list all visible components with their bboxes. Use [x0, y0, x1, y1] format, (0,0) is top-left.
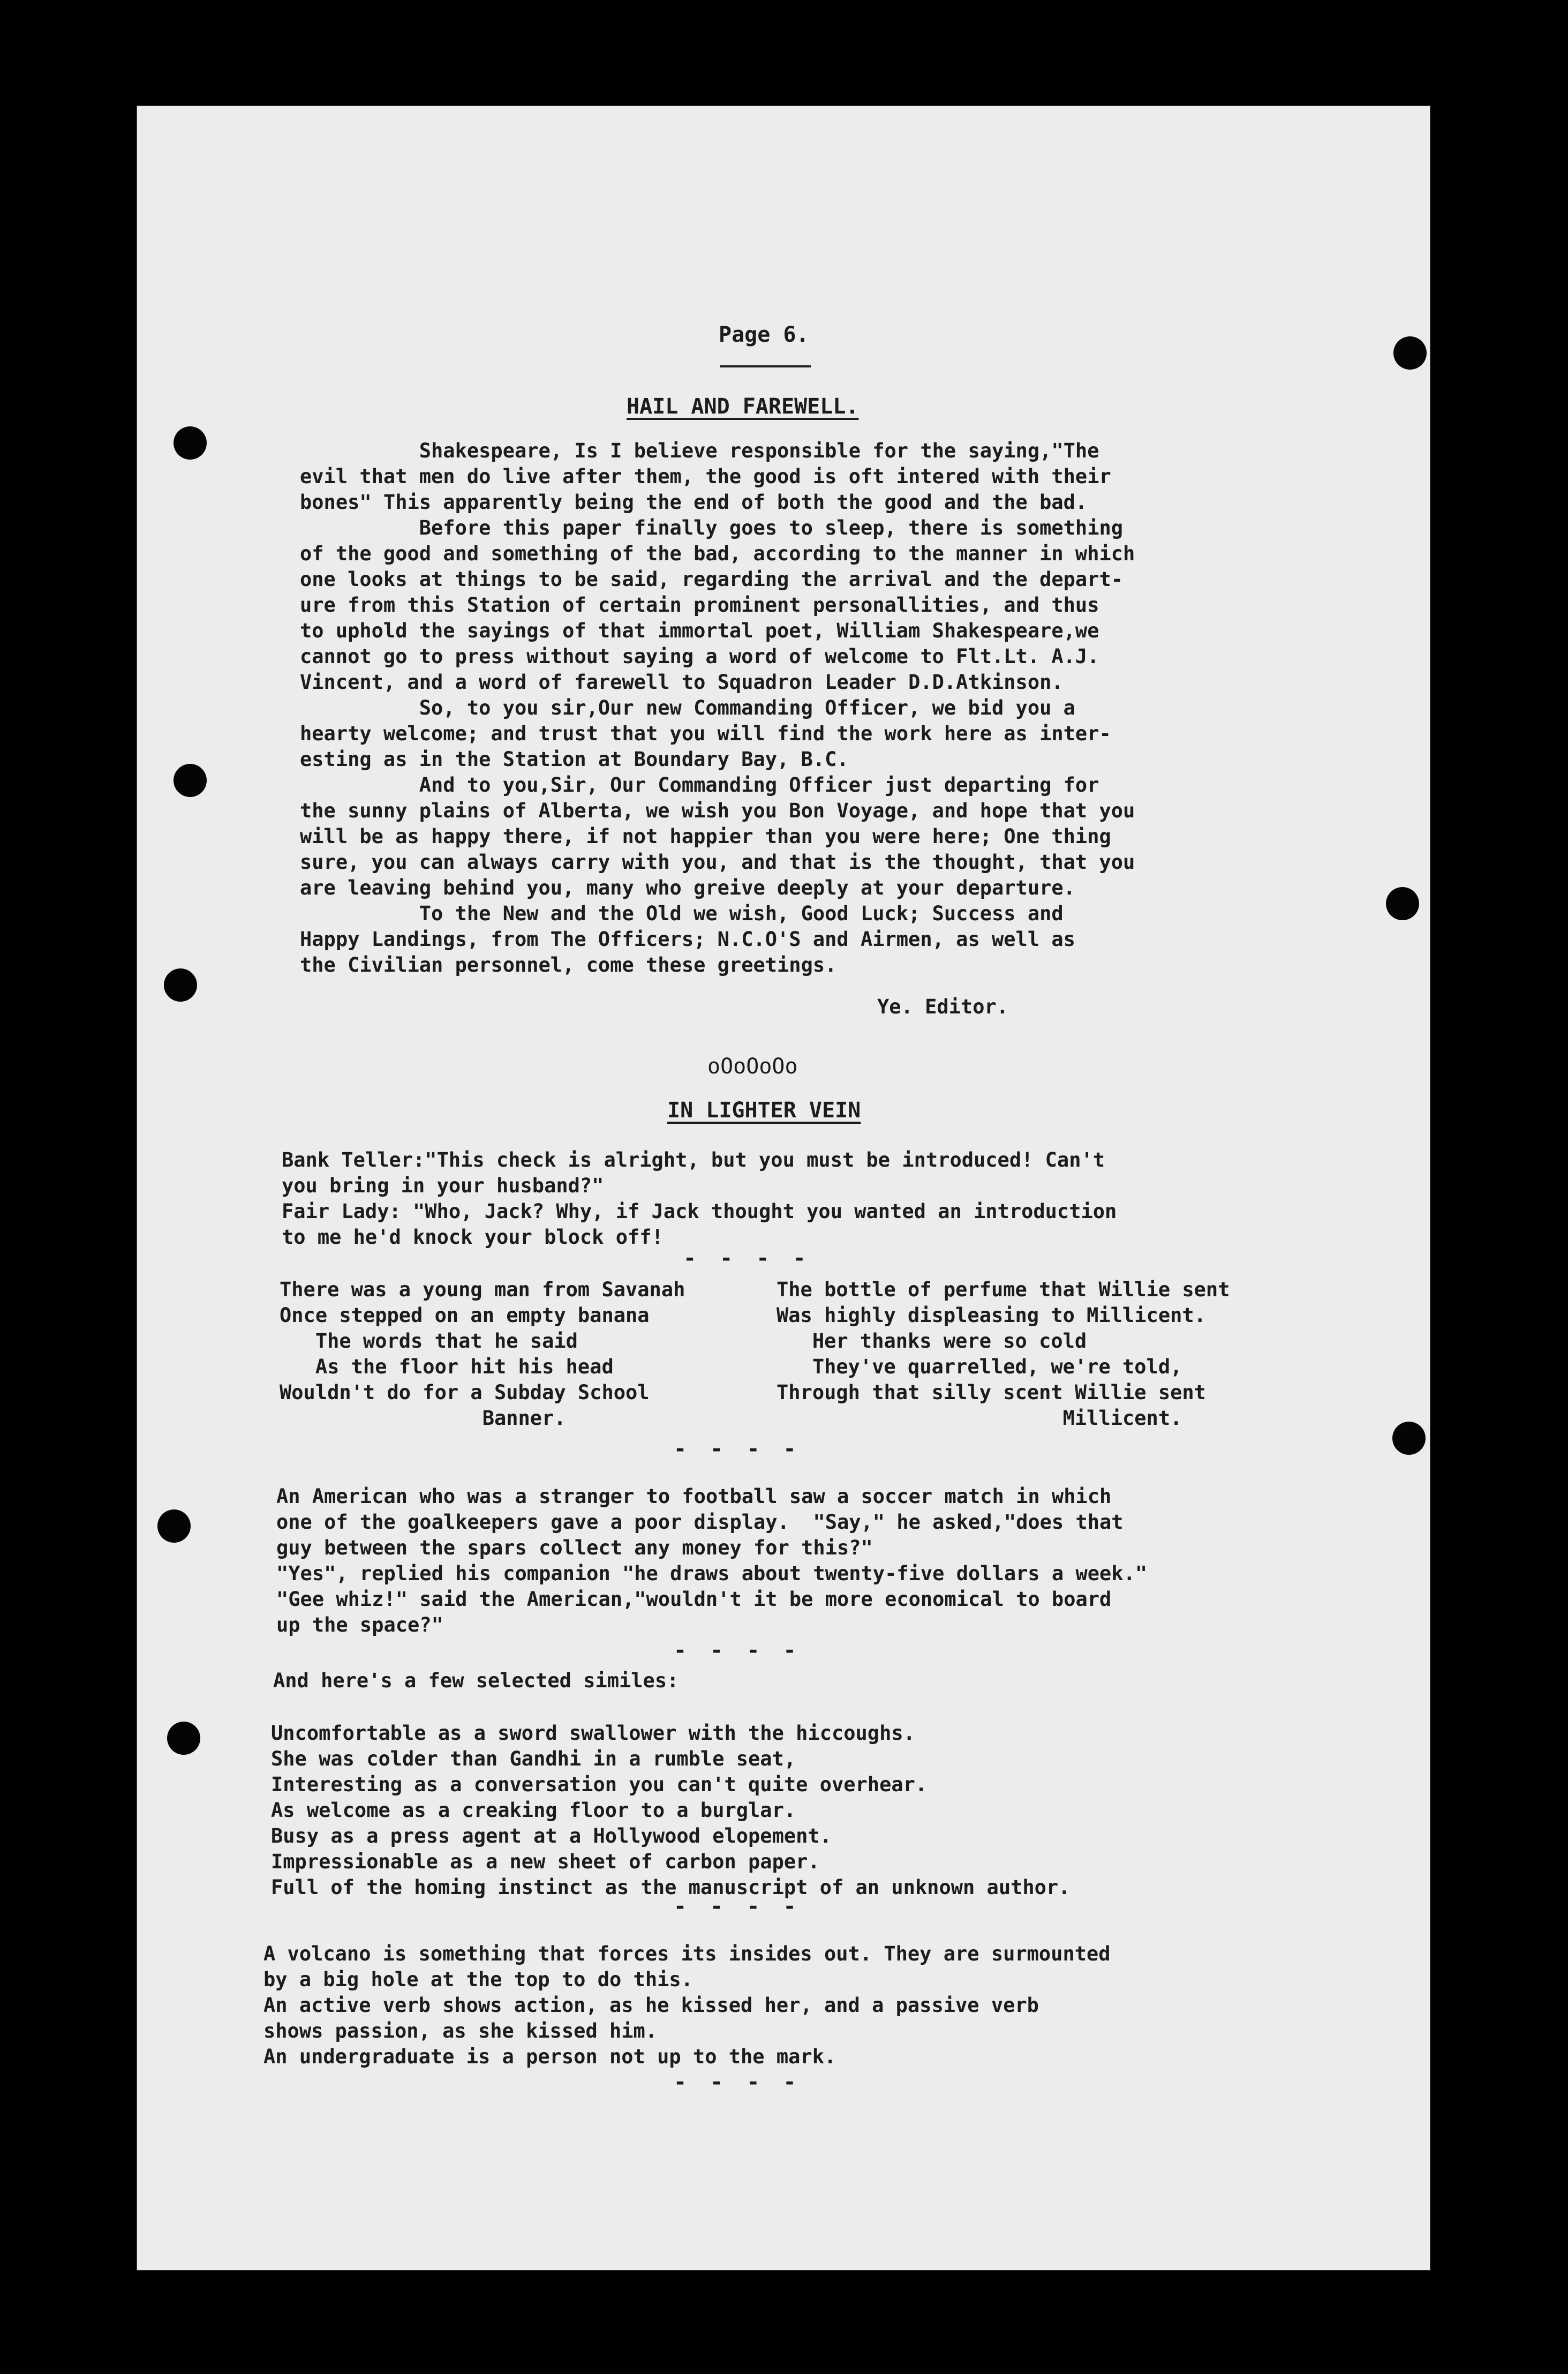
editor-signature: Ye. Editor.	[877, 995, 1009, 1018]
simile-line: Uncomfortable as a sword swallower with the hiccoughs.	[271, 1722, 915, 1745]
text-line: bones" This apparently being the end of both the good and the bad.	[300, 491, 1088, 514]
similes-intro: And here's a few selected similes:	[273, 1669, 679, 1692]
text-line: "Gee whiz!" said the American,"wouldn't it be more economical to board	[276, 1588, 1112, 1611]
typed-page	[136, 105, 1431, 2271]
punch-hole	[1393, 336, 1427, 370]
text-line: to me he'd knock your block off!	[282, 1226, 664, 1249]
punch-hole	[1386, 887, 1419, 920]
section-separator: - - - -	[674, 2070, 802, 2094]
section-separator: - - - -	[674, 1894, 802, 1919]
verse-line: Wouldn't do for a Subday School	[280, 1381, 650, 1404]
text-line: to uphold the sayings of that immortal poet, William Shakespeare,we	[300, 619, 1099, 642]
text-line: An American who was a stranger to football saw a soccer match in which	[276, 1485, 1112, 1508]
text-line: Bank Teller:"This check is alright, but you must be introduced! Can't	[282, 1148, 1105, 1171]
verse-line: There was a young man from Savanah	[280, 1278, 685, 1301]
text-line: Vincent, and a word of farewell to Squadron Leader D.D.Atkinson.	[300, 671, 1064, 694]
page-number: Page 6.	[719, 322, 809, 347]
simile-line: Impressionable as a new sheet of carbon paper.	[271, 1850, 820, 1873]
text-line: Before this paper finally goes to sleep, there is something	[300, 516, 1124, 539]
text-line: Shakespeare, Is I believe responsible for the saying,"The	[300, 439, 1099, 462]
verse-line: The words that he said	[280, 1329, 578, 1353]
verse-line: As the floor hit his head	[280, 1355, 614, 1378]
text-line: ure from this Station of certain prominent personallities, and thus	[300, 594, 1099, 617]
text-line: hearty welcome; and trust that you will find the work here as inter-	[300, 722, 1111, 745]
section-separator: - - - -	[674, 1437, 802, 1461]
text-line: by a big hole at the top to do this.	[263, 1968, 693, 1991]
punch-hole	[157, 1509, 191, 1543]
simile-line: Full of the homing instinct as the manuscript of an unknown author.	[271, 1876, 1071, 1899]
verse-line: Millicent.	[777, 1407, 1182, 1430]
bank-teller-joke	[282, 1147, 1117, 1250]
text-line: sure, you can always carry with you, and that is the thought, that you	[300, 851, 1135, 874]
text-line: esting as in the Station at Boundary Bay, B.C.	[300, 748, 849, 771]
text-line: evil that men do live after them, the good is oft intered with their	[300, 465, 1111, 488]
limerick-millicent	[777, 1277, 1230, 1431]
divider-ornament: oOoOoOo	[707, 1054, 798, 1079]
text-line: shows passion, as she kissed him.	[263, 2019, 658, 2042]
section-separator: - - - -	[683, 1246, 811, 1271]
text-line: To the New and the Old we wish, Good Luck; Success and	[300, 902, 1064, 925]
text-line: you bring in your husband?"	[282, 1174, 604, 1197]
text-line: A volcano is something that forces its insides out. They are surmounted	[263, 1942, 1111, 1965]
text-line: of the good and something of the bad, according to the manner in which	[300, 542, 1135, 565]
text-line: Happy Landings, from The Officers; N.C.O'S and Airmen, as well as	[300, 928, 1075, 951]
section-separator: - - - -	[674, 1638, 802, 1663]
simile-line: Busy as a press agent at a Hollywood elopement.	[271, 1824, 832, 1847]
similes-list	[271, 1721, 1070, 1900]
verse-line: Through that silly scent Willie sent	[777, 1381, 1206, 1404]
page-number-rule	[720, 365, 811, 367]
text-line: are leaving behind you, many who greive deeply at your departure.	[300, 876, 1075, 899]
text-line: guy between the spars collect any money for this?"	[276, 1536, 873, 1559]
simile-line: Interesting as a conversation you can't quite overhear.	[271, 1773, 928, 1796]
text-line: one of the goalkeepers gave a poor display. "Say," he asked,"does that	[276, 1511, 1124, 1534]
text-line: one looks at things to be said, regarding the arrival and the depart-	[300, 568, 1124, 591]
punch-hole	[1392, 1422, 1426, 1455]
text-line: the Civilian personnel, come these greetings.	[300, 953, 837, 976]
verse-line: Her thanks were so cold	[777, 1329, 1087, 1353]
punch-hole	[167, 1722, 200, 1755]
punch-hole	[164, 968, 197, 1002]
verse-line: They've quarrelled, we're told,	[777, 1355, 1182, 1378]
simile-line: She was colder than Gandhi in a rumble seat,	[271, 1747, 796, 1770]
text-line: up the space?"	[276, 1613, 443, 1636]
simile-line: As welcome as a creaking floor to a burglar.	[271, 1799, 796, 1822]
definitions-list	[263, 1941, 1111, 2070]
verse-line: Was highly displeasing to Millicent.	[777, 1304, 1206, 1327]
text-line: the sunny plains of Alberta, we wish you Bon Voyage, and hope that you	[300, 799, 1135, 822]
limerick-savanah	[280, 1277, 685, 1431]
article-title-in-lighter-vein: IN LIGHTER VEIN	[667, 1098, 861, 1123]
text-line: Fair Lady: "Who, Jack? Why, if Jack thought you wanted an introduction	[282, 1200, 1117, 1223]
article-body-hail-and-farewell	[300, 438, 1135, 978]
football-joke	[276, 1484, 1147, 1638]
text-line: So, to you sir,Our new Commanding Officer, we bid you a	[300, 696, 1075, 719]
punch-hole	[174, 764, 207, 797]
text-line: will be as happy there, if not happier than you were here; One thing	[300, 825, 1111, 848]
text-line: An active verb shows action, as he kissed her, and a passive verb	[263, 1994, 1039, 2017]
verse-line: Once stepped on an empty banana	[280, 1304, 650, 1327]
verse-line: Banner.	[280, 1407, 566, 1430]
text-line: And to you,Sir, Our Commanding Officer just departing for	[300, 773, 1099, 797]
punch-hole	[174, 426, 207, 460]
article-title-hail-and-farewell: HAIL AND FAREWELL.	[627, 394, 859, 419]
text-line: cannot go to press without saying a word of welcome to Flt.Lt. A.J.	[300, 645, 1099, 668]
text-line: An undergraduate is a person not up to the mark.	[263, 2045, 836, 2068]
verse-line: The bottle of perfume that Willie sent	[777, 1278, 1230, 1301]
text-line: "Yes", replied his companion "he draws about twenty-five dollars a week."	[276, 1562, 1148, 1585]
